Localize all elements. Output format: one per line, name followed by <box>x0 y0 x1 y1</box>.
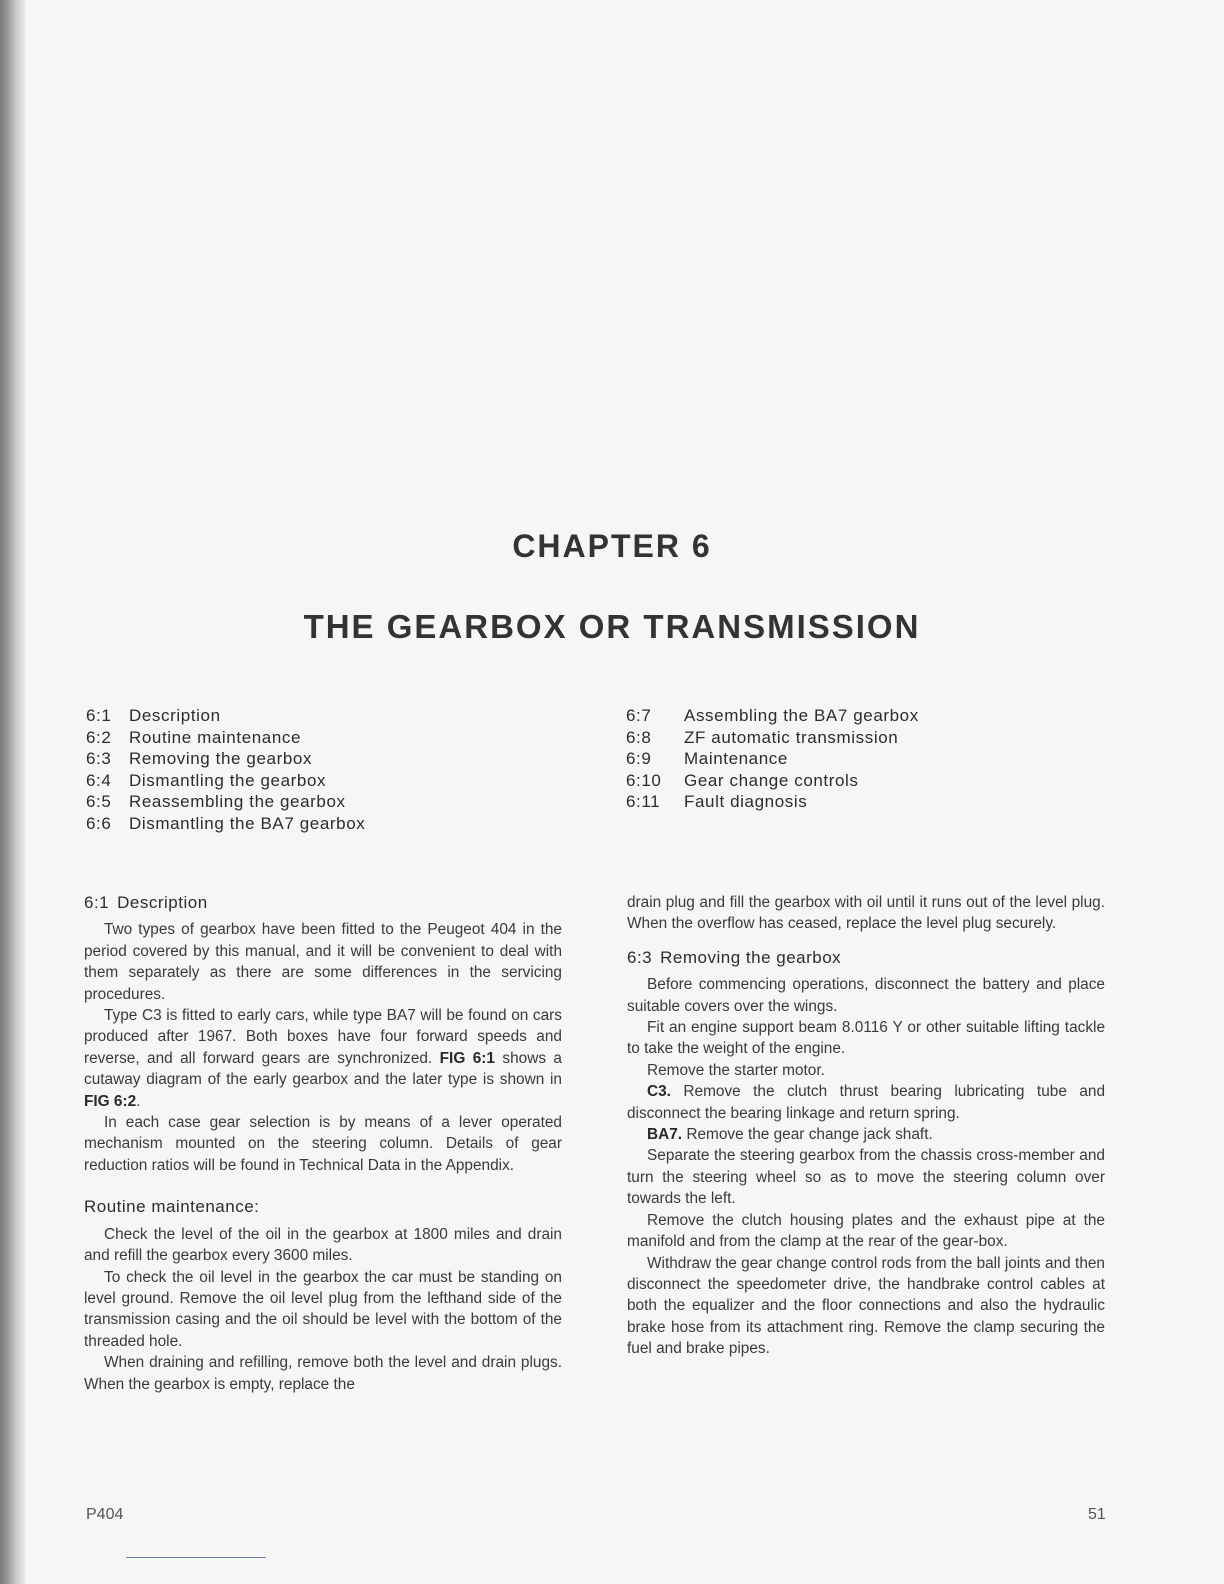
text-run: Remove the gear change jack shaft. <box>686 1126 933 1144</box>
toc-number: 6:7 <box>626 706 652 725</box>
chapter-title: THE GEARBOX OR TRANSMISSION <box>303 608 921 645</box>
text-run: Type C3 is fitted to early cars, while type BA7 will be found on cars produced after 1967. Both boxes have four forward speeds and reverse, and all forward gears are synchronized. <box>84 1007 562 1067</box>
footer-book-code: P404 <box>86 1506 124 1523</box>
section-heading-removing-gearbox <box>627 947 1105 968</box>
toc-number: 6:10 <box>626 770 662 790</box>
paragraph <box>627 1124 1105 1145</box>
text-run: . <box>136 1092 141 1110</box>
toc-label: ZF automatic transmission <box>684 727 899 747</box>
toc-item <box>626 748 919 770</box>
left-text-column <box>84 892 562 1395</box>
toc-label: Fault diagnosis <box>684 792 808 812</box>
section-heading-description <box>84 892 562 913</box>
toc-label: Dismantling the BA7 gearbox <box>129 813 366 833</box>
paragraph <box>627 1081 1105 1124</box>
toc-number: 6:2 <box>86 727 112 747</box>
toc-item <box>626 705 919 727</box>
paragraph: Fit an engine support beam 8.0116 Y or other suitable lifting tackle to take the weight of the engine. <box>627 1019 1105 1058</box>
paragraph: Remove the starter motor. <box>647 1061 825 1079</box>
toc-item <box>626 727 919 749</box>
paragraph: Withdraw the gear change control rods from the ball joints and then disconnect the speedometer drive, the handbrake control cables at both the equalizer and the floor connections and also the hydraulic brake hose from its attachment ring. Remove the clamp securing the fuel and brake pipes. <box>627 1254 1105 1358</box>
paragraph: Before commencing operations, disconnect the battery and place suitable covers over the wings. <box>627 976 1105 1015</box>
toc-number: 6:5 <box>86 792 112 812</box>
contents-list-left <box>86 705 365 835</box>
toc-number: 6:8 <box>626 727 652 747</box>
toc-label: Assembling the BA7 gearbox <box>684 706 919 725</box>
pen-mark <box>126 1557 266 1558</box>
toc-item <box>86 813 365 835</box>
paragraph: When draining and refilling, remove both the level and drain plugs. When the gearbox is empty, replace the <box>84 1354 562 1393</box>
text-run: shows a cutaway diagram of the early gearbox and the later type is shown in <box>84 1049 562 1089</box>
book-spine-shadow <box>0 0 26 1584</box>
toc-number: 6:3 <box>86 749 112 769</box>
toc-label: Dismantling the gearbox <box>129 770 327 790</box>
toc-label: Description <box>129 706 221 725</box>
toc-item <box>86 727 365 749</box>
paragraph <box>84 1005 562 1112</box>
toc-item <box>626 770 919 792</box>
toc-number: 6:11 <box>626 792 661 812</box>
toc-number: 6:4 <box>86 770 112 790</box>
gearbox-type-label: BA7. <box>647 1126 683 1144</box>
figure-reference: FIG 6:2 <box>84 1092 137 1110</box>
gearbox-type-label: C3. <box>647 1083 671 1101</box>
contents-list-right <box>626 705 919 813</box>
section-title: Removing the gearbox <box>660 947 842 967</box>
toc-number: 6:9 <box>626 749 652 769</box>
paragraph: drain plug and fill the gearbox with oil until it runs out of the level plug. When the overflow has ceased, replace the level plug securely. <box>627 894 1105 933</box>
toc-item <box>86 705 365 727</box>
toc-label: Removing the gearbox <box>129 749 313 769</box>
toc-label: Maintenance <box>684 749 788 769</box>
paragraph: In each case gear selection is by means of a lever operated mechanism mounted on the steering column. Details of gear reduction ratios will be found in Technical Data in the Appendix. <box>84 1114 562 1174</box>
toc-item <box>86 748 365 770</box>
paragraph: Remove the clutch housing plates and the exhaust pipe at the manifold and from the clamp at the rear of the gear-box. <box>627 1211 1105 1251</box>
section-title: Description <box>117 893 208 912</box>
toc-label: Reassembling the gearbox <box>129 792 346 812</box>
figure-reference: FIG 6:1 <box>439 1049 495 1067</box>
text-run: Remove the clutch thrust bearing lubricating tube and disconnect the bearing linkage and return spring. <box>627 1083 1106 1122</box>
section-number: 6:1 <box>84 893 110 912</box>
paragraph: Check the level of the oil in the gearbox at 1800 miles and drain and refill the gearbox every 3600 miles. <box>84 1225 562 1265</box>
toc-item <box>86 770 365 792</box>
right-text-column <box>627 892 1105 1360</box>
section-number: 6:3 <box>627 947 653 967</box>
paragraph: Two types of gearbox have been fitted to the Peugeot 404 in the period covered by this manual, and it will be convenient to deal with them separately as there are some differences in the servicing procedures. <box>84 921 562 1003</box>
paragraph: Separate the steering gearbox from the chassis cross-member and turn the steering wheel so as to move the steering column over towards the left. <box>627 1147 1105 1208</box>
page-number: 51 <box>1088 1506 1106 1523</box>
toc-label: Gear change controls <box>684 770 859 790</box>
toc-label: Routine maintenance <box>129 727 302 747</box>
toc-item <box>86 791 365 813</box>
toc-number: 6:1 <box>86 706 112 725</box>
paragraph: To check the oil level in the gearbox the car must be standing on level ground. Remove the oil level plug from the lefthand side of the transmission casing and the oil should be level with the bottom of the threaded hole. <box>84 1268 562 1350</box>
toc-number: 6:6 <box>86 813 112 833</box>
toc-item <box>626 791 919 813</box>
section-heading-routine-maintenance: Routine maintenance: <box>84 1197 260 1217</box>
chapter-number: CHAPTER 6 <box>512 528 712 564</box>
